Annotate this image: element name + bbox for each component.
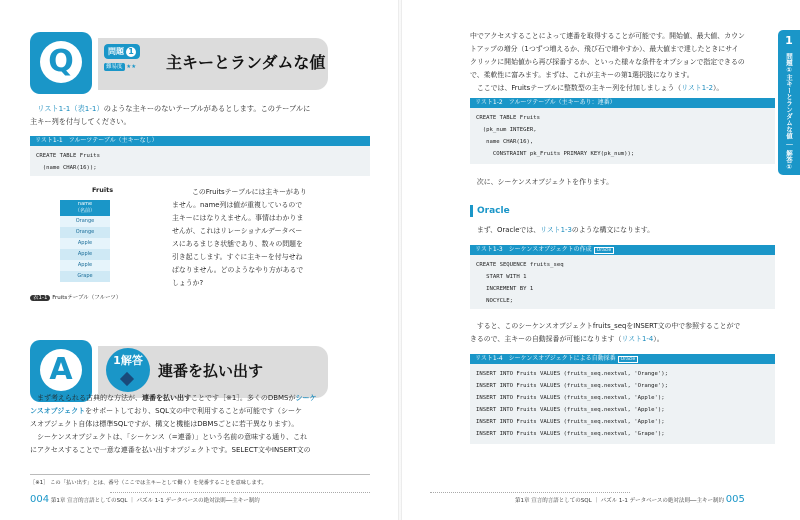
intro-text: ）。 [712,84,724,92]
answer-link-seq2[interactable]: ンスオブジェクト [30,407,86,415]
left-footer [30,494,260,505]
footer-chapter: 第1章 宣言的言語としてのSQL ｜ パズル 1-1 データベースの絶対法則──主キー制約 [50,498,260,504]
intro-line: で、柔軟性に富みます。まずは、これが主キーの第1選択肢になります。 [470,71,694,79]
right-intro [470,30,775,95]
code-line: INSERT INTO Fruits VALUES (fruits_seq.nextval, 'Grape'); [476,431,665,437]
intro-paragraph [30,102,370,128]
list3-code [470,255,775,309]
question-badge [30,32,92,94]
answer-text: にアクセスすることで一意な連番を払い出すオブジェクトです。SELECT文やINSERT文の [30,446,311,454]
list4-title: リスト1-4 シーケンスオブジェクトによる自動採番 [475,355,616,362]
list3-title: リスト1-3 シーケンスオブジェクトの作成 [475,246,592,253]
code-line: INSERT INTO Fruits VALUES (fruits_seq.nextval, 'Orange'); [476,383,668,389]
intro-line: 中でアクセスすることによって連番を取得することが可能です。開始値、最大値、カウン [470,32,745,40]
oracle-text [470,224,654,237]
right-page [400,0,800,520]
code-line: CONSTRAINT pk_Fruits PRIMARY KEY(pk_num)); [476,151,635,157]
next-text [470,176,613,189]
table-row: Orange [60,227,110,238]
list1-header: リスト1-1 フルーツテーブル（主キーなし） [30,136,370,146]
code-line: INSERT INTO Fruits VALUES (fruits_seq.nextval, 'Apple'); [476,407,665,413]
footer-chapter: 第1章 宣言的言語としてのSQL ｜ パズル 1-1 データベースの絶対法則──主キー制約 [515,498,724,504]
oracle-tag: Oracle [618,356,639,363]
table-row: Apple [60,260,110,271]
desc-line: 引き起こします。すぐに主キーを付与せね [172,253,303,261]
oracle-tag: Oracle [594,247,615,254]
after-text [470,320,780,346]
answer-link-seq[interactable]: シーケ [295,394,317,402]
table-row: Orange [60,216,110,227]
code-line: (pk_num INTEGER, [476,127,537,133]
oracle-heading: Oracle [470,205,510,217]
answer-text: スオブジェクト自体は標準SQLですが、構文と機能はDBMSごとに若干異なります）。 [30,420,299,428]
list1-code [30,146,370,176]
page-number: 004 [30,494,50,505]
desc-line: しょうか? [172,279,204,287]
code-line: CREATE TABLE Fruits [476,115,540,121]
code-line: CREATE TABLE Fruits [36,153,100,159]
fruits-table [60,200,110,282]
question-title: 主キーとランダムな値 [166,53,326,72]
intro-link-table[interactable]: （表1-1） [70,104,104,113]
answer-header [30,340,330,400]
answer-emphasis: 連番を払い出す [142,394,191,402]
code-line: INCREMENT BY 1 [476,286,534,292]
code-line: NOCYCLE; [476,298,514,304]
question-header [30,32,330,92]
chapter-number: 1 [785,34,793,47]
column-name-jp: （名前） [74,208,95,214]
answer-text: ことです［※1］。多くのDBMSが [191,394,296,402]
fruits-rows [60,216,110,282]
list2-code [470,108,775,164]
intro-line: クリックに開始値から再び採番するか、といった様々な条件をオプションで指定できるの [470,58,745,66]
list4-header [470,354,775,364]
after-line-1: すると、このシーケンスオブジェクトfruits_seqをINSERT文の中で参照することがで [476,322,741,330]
table-caption [30,293,121,301]
side-tab-text: 問題①主キーとランダムな値 ｜ 解答① [785,53,793,172]
question-tag-number: 1 [126,47,136,57]
code-line: (name CHAR(16)); [36,165,97,171]
table-row: Apple [60,238,110,249]
difficulty [104,62,136,70]
desc-line: ばなりません。どのようなやり方があるで [172,266,304,274]
link-list-1-4[interactable]: リスト1-4 [621,335,654,343]
answer-text: シーケンスオブジェクトは、「シーケンス（=連番）」という名前の意味する通り、これ [37,433,308,441]
code-line: INSERT INTO Fruits VALUES (fruits_seq.nextval, 'Apple'); [476,419,665,425]
answer-title: 連番を払い出す [158,362,264,380]
intro-line2: 主キー列を付与してください。 [30,117,131,126]
after-line-2a: きるので、主キーの自動採番が可能になります（ [470,335,622,343]
desc-line: このFruitsテーブルには主キーがあり [192,188,307,196]
oracle-text-a: まず、Oracleでは、 [476,226,541,234]
next-text-content: 次に、シーケンスオブジェクトを作ります。 [476,178,613,186]
intro-text: のような主キーのないテーブルがあるとします。このテーブルに [103,104,311,113]
oracle-text-c: のような構文になります。 [571,226,655,234]
after-line-2c: ）。 [653,335,664,343]
answer-paragraph [30,392,370,457]
caption-tag: 表1-1 [30,295,50,301]
difficulty-label: 難易度 [106,64,123,70]
code-line: CREATE SEQUENCE fruits_seq [476,262,564,268]
link-list-1-2[interactable]: リスト1-2 [681,84,713,92]
question-tag [104,44,140,59]
table-row: Grape [60,271,110,282]
desc-line: スにあるまじき状態であり、数々の問題を [172,240,303,248]
code-line: name CHAR(16), [476,139,534,145]
answer-letter: A [40,349,82,391]
column-name: name [77,201,93,207]
footnote: ［※1］ この「払い出す」とは、番号（ここでは主キーとして働く）を発番することを意味します。 [30,474,370,486]
intro-text: ここでは、Fruitsテーブルに整数型の主キー列を付加しましょう（ [476,84,682,92]
link-list-1-3[interactable]: リスト1-3 [540,226,572,234]
fruits-table-title: Fruits [92,186,114,194]
fruits-column-header [60,200,110,216]
intro-line: トアップの増分（1つずつ増えるか、飛び石で増やすか）、最大値まで達したときにサイ [470,45,739,53]
list4-code [470,364,775,444]
answer-text: をサポートしており、SQL文の中で利用することが可能です（シーケ [85,407,303,415]
question-letter: Q [40,41,82,83]
table-row: Apple [60,249,110,260]
code-line: INSERT INTO Fruits VALUES (fruits_seq.nextval, 'Orange'); [476,371,668,377]
code-line: START WITH 1 [476,274,527,280]
answer-text: まず考えられる古典的な方法が、 [37,394,142,402]
answer-number-circle: 1解答 [106,348,150,392]
intro-link-list[interactable]: リスト1-1 [37,104,71,113]
code-line: INSERT INTO Fruits VALUES (fruits_seq.nextval, 'Apple'); [476,395,665,401]
list2-header: リスト1-2 フルーツテーブル（主キーあり：連番） [470,98,775,108]
fruits-description [172,186,362,290]
caption-text: Fruitsテーブル（フルーツ） [52,295,122,301]
desc-line: ません。name列は値が重複しているので [172,201,303,209]
list3-header [470,245,775,255]
desc-line: 主キーにはなりえません。事情はわかりま [172,214,304,222]
desc-line: せんが、これはリレーショナルデータベー [172,227,303,235]
chapter-side-tab [778,30,800,175]
page-number: 005 [725,494,745,505]
right-footer [515,494,745,505]
question-tag-label: 問題 [108,47,124,56]
difficulty-stars: ★★ [126,64,137,70]
